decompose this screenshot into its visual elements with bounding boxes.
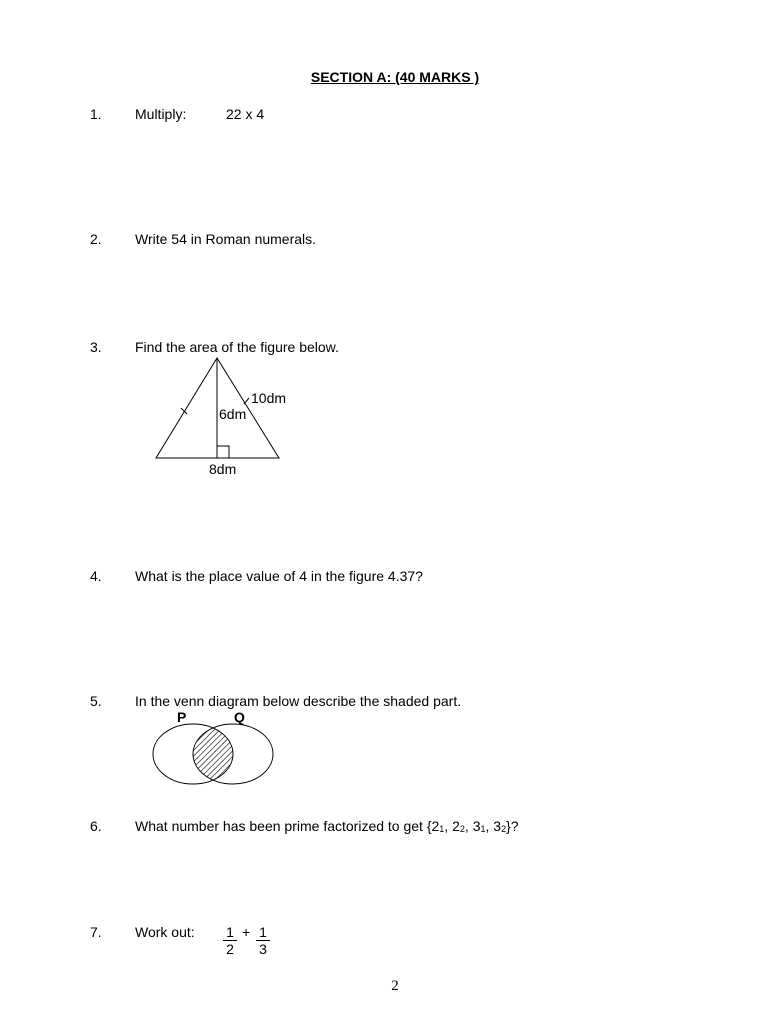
label-height: 6dm bbox=[219, 406, 247, 422]
question-4-number: 4. bbox=[90, 568, 102, 584]
question-3-text: Find the area of the figure below. bbox=[135, 339, 339, 355]
question-4-text: What is the place value of 4 in the figure 4.37? bbox=[135, 568, 423, 584]
question-7-text: Work out: bbox=[135, 924, 195, 940]
factor-4: $3_2$ bbox=[493, 818, 507, 834]
question-1-expression: 22 x 4 bbox=[226, 106, 265, 122]
question-1-text: Multiply: bbox=[135, 106, 187, 122]
fraction-one-third bbox=[256, 924, 270, 957]
equal-side-tick-right bbox=[244, 398, 249, 404]
section-title: SECTION A: (40 MARKS ) bbox=[310, 69, 480, 85]
fraction-one-half bbox=[223, 924, 237, 957]
label-base: 8dm bbox=[209, 461, 237, 477]
fraction-b-numerator: 1 bbox=[256, 924, 270, 941]
question-6-number: 6. bbox=[90, 818, 102, 834]
question-6-text: What number has been prime factorized to get {$2_1$, $2_2$, $3_1$, $3_2$}? bbox=[135, 818, 519, 834]
fraction-b-denominator: 3 bbox=[259, 941, 267, 957]
fraction-a-denominator: 2 bbox=[226, 941, 234, 957]
triangle-figure bbox=[140, 350, 310, 485]
question-2-text: Write 54 in Roman numerals. bbox=[135, 231, 317, 247]
factor-3: $3_1$ bbox=[472, 818, 486, 834]
label-slant-side: 10dm bbox=[251, 390, 287, 406]
fraction-a-numerator: 1 bbox=[223, 924, 237, 941]
page-number: 2 bbox=[391, 978, 399, 994]
question-3-number: 3. bbox=[90, 339, 102, 355]
question-6-text-after: }? bbox=[506, 818, 519, 834]
right-angle-marker bbox=[217, 446, 229, 458]
venn-label-p: P bbox=[177, 709, 187, 725]
plus-operator: + bbox=[242, 924, 251, 940]
question-2-number: 2. bbox=[90, 231, 102, 247]
factor-2: $2_2$ bbox=[452, 818, 465, 834]
venn-label-q: Q bbox=[234, 709, 245, 725]
question-1-number: 1. bbox=[90, 106, 102, 122]
question-5-text: In the venn diagram below describe the shaded part. bbox=[135, 693, 462, 709]
venn-diagram bbox=[145, 708, 275, 788]
question-7-number: 7. bbox=[90, 924, 102, 940]
question-5-number: 5. bbox=[90, 693, 102, 709]
question-6-text-before: What number has been prime factorized to get { bbox=[135, 818, 432, 834]
factor-1: $2_1$ bbox=[431, 818, 445, 834]
